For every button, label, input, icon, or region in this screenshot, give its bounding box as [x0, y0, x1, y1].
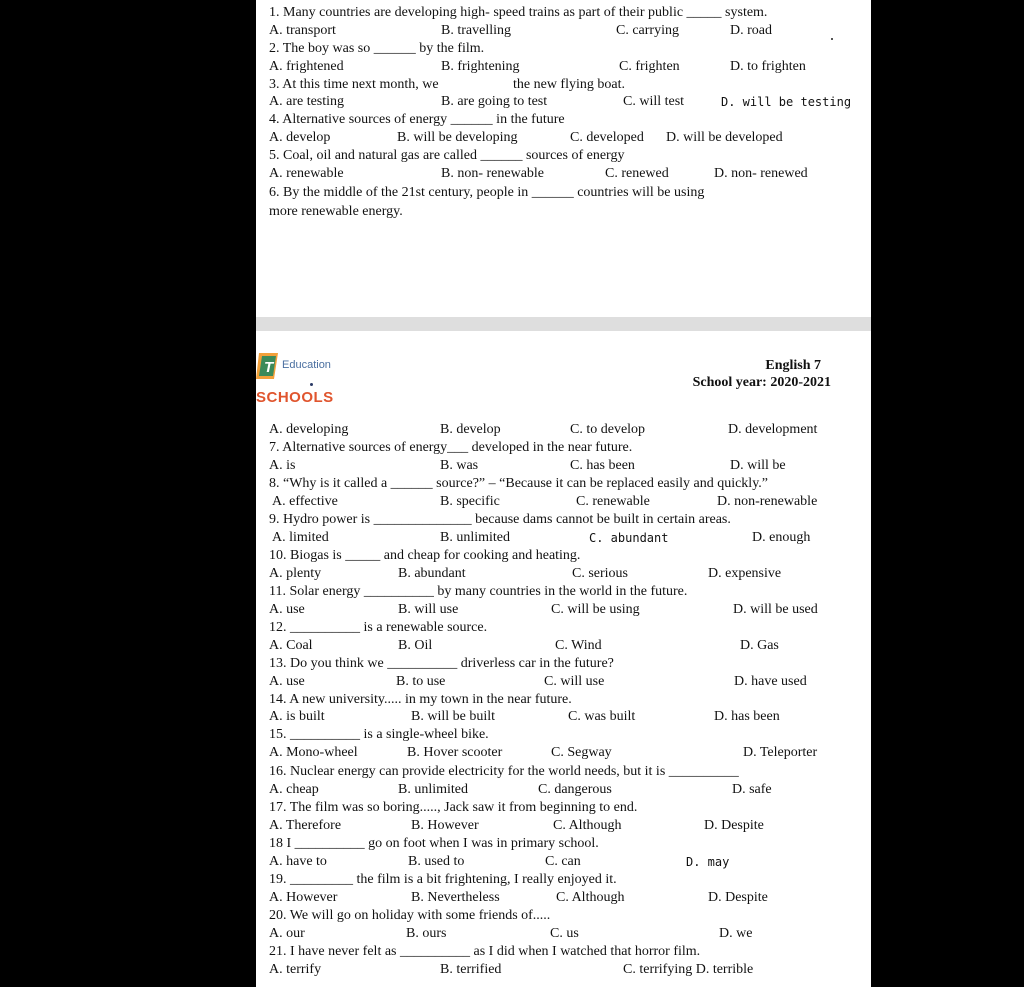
question-text: 12. __________ is a renewable source.: [269, 620, 488, 635]
option-b: B. terrified: [440, 962, 502, 977]
worksheet-page-1: [256, 0, 871, 317]
option-c: C. abundant: [589, 531, 669, 545]
question-text: 1. Many countries are developing high- speed trains as part of their public _____ system.: [269, 5, 768, 20]
option-c: C. Segway: [551, 745, 612, 760]
option-a: A. effective: [272, 494, 338, 509]
option-a: A. is built: [269, 709, 325, 724]
question-text: 3. At this time next month, we: [269, 77, 439, 92]
options-line: [256, 421, 871, 439]
option-a: A. renewable: [269, 166, 344, 181]
option-d: D. development: [728, 422, 818, 437]
option-c: C. dangerous: [538, 782, 612, 797]
question-line: [256, 763, 871, 781]
question-text: 18 I __________ go on foot when I was in primary school.: [269, 836, 599, 851]
option-a: A. is: [269, 458, 296, 473]
options-line: [256, 637, 871, 655]
options-line: [256, 817, 871, 835]
question-text: 19. _________ the film is a bit frightening, I really enjoyed it.: [269, 872, 617, 887]
option-d: D. safe: [732, 782, 772, 797]
options-line: [256, 493, 871, 511]
question-line: [256, 907, 871, 925]
option-d: D. enough: [752, 530, 811, 545]
logo-dot: [310, 383, 313, 386]
option-b: B. to use: [396, 674, 446, 689]
svg-text:T: T: [264, 359, 274, 376]
page-separator: [256, 317, 871, 331]
option-b: B. Oil: [398, 638, 433, 653]
subject-title: English 7: [765, 358, 821, 373]
options-line: [256, 961, 871, 979]
option-d: D. we: [719, 926, 753, 941]
option-b: B. non- renewable: [441, 166, 545, 181]
option-a: A. transport: [269, 23, 336, 38]
option-b: B. unlimited: [398, 782, 468, 797]
option-c: C. will use: [544, 674, 605, 689]
option-c: C. renewable: [576, 494, 650, 509]
option-d: D. non-renewable: [717, 494, 818, 509]
options-line: [256, 58, 871, 76]
option-c: C. will be using: [551, 602, 640, 617]
option-c: C. serious: [572, 566, 628, 581]
options-line: [256, 781, 871, 799]
question-line: [256, 511, 871, 529]
options-line: [256, 457, 871, 475]
question-text: 13. Do you think we __________ driverless car in the future?: [269, 656, 614, 671]
option-d: D. have used: [734, 674, 807, 689]
option-b: B. will be developing: [397, 130, 518, 145]
option-b: B. unlimited: [440, 530, 510, 545]
question-text-cont: the new flying boat.: [513, 77, 625, 92]
option-c: C. will test: [623, 94, 685, 109]
option-d: D. will be: [730, 458, 786, 473]
question-text: 20. We will go on holiday with some friends of.....: [269, 908, 551, 923]
option-a: A. However: [269, 890, 338, 905]
question-text: 2. The boy was so ______ by the film.: [269, 41, 485, 56]
option-c: C. carrying: [616, 23, 679, 38]
question-line: [256, 691, 871, 709]
option-d: D. will be used: [733, 602, 818, 617]
options-line: [256, 529, 871, 547]
option-b: B. frightening: [441, 59, 520, 74]
option-b: B. ours: [406, 926, 447, 941]
option-a: A. Coal: [269, 638, 313, 653]
options-line: [256, 165, 871, 183]
question-line: [256, 799, 871, 817]
question-line: [256, 203, 871, 221]
options-line: [256, 601, 871, 619]
option-c: C. Although: [556, 890, 625, 905]
option-d: D. expensive: [708, 566, 782, 581]
option-a: A. develop: [269, 130, 331, 145]
option-c: C. to develop: [570, 422, 646, 437]
option-c: C. was built: [568, 709, 636, 724]
option-d: D. will be testing: [721, 95, 852, 109]
question-text-cont: more renewable energy.: [269, 204, 403, 219]
option-a: A. use: [269, 674, 305, 689]
option-a: A. our: [269, 926, 305, 941]
option-b: B. will use: [398, 602, 459, 617]
option-b: B. specific: [440, 494, 500, 509]
question-line: [256, 619, 871, 637]
option-a: A. are testing: [269, 94, 345, 109]
stray-dot: [831, 38, 833, 40]
question-line: [256, 184, 871, 202]
options-line: [256, 853, 871, 871]
logo-schools-text: SCHOOLS: [256, 389, 334, 406]
question-text: 11. Solar energy __________ by many countries in the world in the future.: [269, 584, 688, 599]
question-line: [256, 111, 871, 129]
options-line: [256, 565, 871, 583]
options-line: [256, 925, 871, 943]
option-c: C. renewed: [605, 166, 669, 181]
question-line: [256, 76, 871, 94]
question-text: 10. Biogas is _____ and cheap for cooking and heating.: [269, 548, 581, 563]
question-line: [256, 583, 871, 601]
option-c: C. can: [545, 854, 581, 869]
option-a: A. cheap: [269, 782, 319, 797]
option-d: D. Despite: [704, 818, 764, 833]
options-line: [256, 22, 871, 40]
option-a: A. plenty: [269, 566, 322, 581]
school-year: School year: 2020-2021: [692, 375, 831, 390]
options-line: [256, 889, 871, 907]
question-line: [256, 943, 871, 961]
option-d: D. has been: [714, 709, 780, 724]
option-a: A. use: [269, 602, 305, 617]
option-b: B. will be built: [411, 709, 495, 724]
options-line: [256, 93, 871, 111]
question-text: 6. By the middle of the 21st century, people in ______ countries will be using: [269, 185, 705, 200]
question-line: [256, 655, 871, 673]
option-b: B. develop: [440, 422, 501, 437]
options-line: [256, 129, 871, 147]
option-a: A. developing: [269, 422, 349, 437]
question-line: [256, 475, 871, 493]
option-b: B. was: [440, 458, 479, 473]
options-line: [256, 708, 871, 726]
question-text: 5. Coal, oil and natural gas are called ______ sources of energy: [269, 148, 625, 163]
option-b: B. used to: [408, 854, 465, 869]
option-d: D. road: [730, 23, 772, 38]
question-text: 21. I have never felt as __________ as I did when I watched that horror film.: [269, 944, 701, 959]
question-line: [256, 147, 871, 165]
option-b: B. abundant: [398, 566, 466, 581]
question-text: 15. __________ is a single-wheel bike.: [269, 727, 489, 742]
question-text: 8. “Why is it called a ______ source?” – “Because it can be replaced easily and quickly.”: [269, 476, 768, 491]
option-c: C. Although: [553, 818, 622, 833]
question-line: [256, 871, 871, 889]
option-b: B. However: [411, 818, 479, 833]
question-line: [256, 547, 871, 565]
option-d: D. Gas: [740, 638, 779, 653]
option-c: C. us: [550, 926, 579, 941]
options-line: [256, 673, 871, 691]
option-c: C. Wind: [555, 638, 602, 653]
option-b: B. travelling: [441, 23, 511, 38]
question-text: 17. The film was so boring....., Jack saw it from beginning to end.: [269, 800, 638, 815]
question-line: [256, 4, 871, 22]
option-a: A. Therefore: [269, 818, 342, 833]
question-text: 14. A new university..... in my town in the near future.: [269, 692, 572, 707]
option-b: B. Hover scooter: [407, 745, 503, 760]
worksheet-page-2: [256, 331, 871, 987]
question-line: [256, 439, 871, 457]
logo-brand-text: Education: [282, 359, 331, 371]
option-a: A. Mono-wheel: [269, 745, 358, 760]
education-logo-icon: [256, 353, 278, 379]
option-a: A. terrify: [269, 962, 322, 977]
option-c: C. developed: [570, 130, 644, 145]
question-line: [256, 835, 871, 853]
option-d: D. may: [686, 855, 730, 869]
option-b: B. are going to test: [441, 94, 548, 109]
option-b: B. Nevertheless: [411, 890, 500, 905]
option-a: A. frightened: [269, 59, 344, 74]
option-d: D. to frighten: [730, 59, 806, 74]
option-a: A. limited: [272, 530, 329, 545]
question-text: 7. Alternative sources of energy___ developed in the near future.: [269, 440, 633, 455]
school-logo: [256, 353, 376, 413]
question-text: 16. Nuclear energy can provide electricity for the world needs, but it is __________: [269, 764, 739, 779]
question-text: 9. Hydro power is ______________ because dams cannot be built in certain areas.: [269, 512, 731, 527]
option-c: C. has been: [570, 458, 635, 473]
question-line: [256, 40, 871, 58]
option-c: C. frighten: [619, 59, 680, 74]
option-d: D. Despite: [708, 890, 768, 905]
option-c-d: C. terrifying D. terrible: [623, 962, 754, 977]
option-d: D. non- renewed: [714, 166, 808, 181]
question-line: [256, 726, 871, 744]
option-d: D. will be developed: [666, 130, 783, 145]
question-text: 4. Alternative sources of energy ______ in the future: [269, 112, 565, 127]
option-d: D. Teleporter: [743, 745, 818, 760]
option-a: A. have to: [269, 854, 327, 869]
options-line: [256, 744, 871, 762]
